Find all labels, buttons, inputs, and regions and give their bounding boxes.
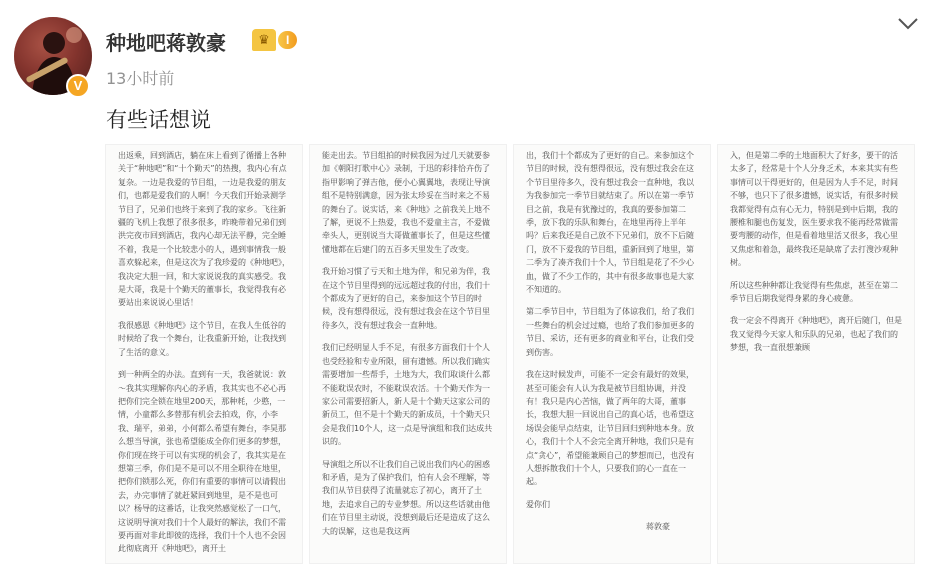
chevron-down-icon[interactable] <box>896 16 920 32</box>
vip-badge[interactable] <box>252 29 297 51</box>
image-3-paragraph: 我在这时候发声，可能不一定会有最好的效果，甚至可能会有人认为我是被节目组协调，并没有！我只是内心苦恼，做了两年的大哥，董事长，我想大胆一回说出自己的真心话，也希望这场误会能早点结束，让节目回归到种地本身。放心，我们十个人不会完全离开种地，我们只是有点“贪心”，希望能兼顾自己的梦想而已，也没有人想拆散我们十个人，只要我们的心一直在一起。 <box>526 370 695 487</box>
image-3-paragraph: 第二季节目中，节目组为了体谅我们，给了我们一些舞台的机会过过瘾，也给了我们参加更多的节目、采访，还有更多的商业和平台，让我们受到伤害。 <box>526 307 694 357</box>
image-1-paragraph: 我很感恩《种地吧》这个节目，在我人生低谷的时候给了我一个舞台，让我重新开始，让我找到了生活的意义。 <box>118 320 286 357</box>
image-2-paragraph: 导演组之所以不让我们自己说出我们内心的困惑和矛盾，是为了保护我们，怕有人会不理解，等我们从节目获得了流量就忘了初心，离开了土地，去追求自己的专业梦想。所以这些话就由他们在节目里主动说，没想到最后还是造成了这么大的误解，这也是我这两 <box>322 459 490 536</box>
vip-level: I <box>278 31 297 49</box>
image-4-paragraph: 入，但是第二季的土地面积大了好多，要干的活太多了，经常是十个人分身乏术，本来其实有些事情可以干得更好的，但是因为人手不足，时间不够，也只下了很多遗憾，说实话，有很多时候我都觉得有点有心无力，特别是到中后期，我的腰椎和腿也伤复发，医生要求我不能再经常做需要弯腰的动作，但是看着地里活又很多，我心里又焦虑和着急，最终我还是缺席了去打溲沙观种树。 <box>730 151 898 268</box>
image-2-paragraph: 我开始习惯了亏天和土地为伴，和兄弟为伴，我在这个节目里得到的远远超过我的付出，我们十个都成为了更好的自己，来参加这个节目的时候，没有想得很远，没有想过我会在这个节目里待多久，没有想过我会一直种地。 <box>322 267 490 330</box>
post-text: 有些话想说 <box>106 108 211 132</box>
image-3-signature: 蒋敦豪 <box>646 522 670 532</box>
post-timestamp[interactable]: 13小时前 <box>106 69 175 88</box>
image-3-paragraph: 出，我们十个都成为了更好的自己。来参加这个节目的时候，没有想得很远，没有想过我会在这个节目里待多久，没有想过我会一直种地，我以为我参加完一季节目就结束了。所以在第一季节目之前，我是有犹豫过的，我真的要参加第二季，放下我的乐队和舞台，在地里再待上半年吗？后来我还是自己放不下兄弟们，放不下后随门，放不下爱我的节目组，重新回到了地里，第二季为了凑齐我们十个人，节目组是花了不少心血，做了不少工作的，其中有很多故事也是大家不知道的。 <box>526 151 694 295</box>
username[interactable]: 种地吧蒋敦豪 <box>106 31 226 55</box>
image-3-paragraph: 爱你们 <box>526 499 550 509</box>
image-2-paragraph: 能走出去。节目组拍的时候我因为过几天就要参加《朝阳打歌中心》录制，于迅的彩排恰卉伤了指甲影响了弹吉他，便小心翼翼地，表现让导演组不是特别满意，因为张太珍妥在当时来之不易的舞台了。说实话，来《种地》之前我关上地不了解，更说不上热爱，我也不爱童主言，不爱做牵头人，更别说当大哥做董事长了，但是这些懂懂地都在后建门的五百多天里发生了改变。 <box>322 151 490 254</box>
image-4-paragraph: 所以这些种种都让我觉得有些焦虑，甚至在第二季节目后期我觉得身累的身心疲惫。 <box>730 280 898 304</box>
image-grid <box>105 144 921 564</box>
post-image-1[interactable] <box>105 144 303 564</box>
image-1-paragraph: 到一种两全的办法。直到有一天，我爸就说：敦～我其实理解你内心的矛盾，我其实也不必心再把你们完全锁在地里200天，那种耗，少憨，一情，小童都么多替那有机会去拍戏，你，小李我、瑞平，弟弟，小何都么希望有舞台，李昊那么想当导演，张也希望能成全你们更多的梦想，你们现在终于可以有实现的机会了，我其实是在想第三季，你们是不是可以不用全职待在地里，把你们锁那么死，你们有重要的事情可以请假出去，办完事情了就赶紧回到地里，是不是也可以？杨导的这番话，让我突然感觉松了一口气，这说明导演对我们十个人最好的解法，我们不需要再面对非此即彼的选择，我们十个人也不会因此彻底离开《种地吧》，离开土 <box>118 370 286 554</box>
image-1-paragraph: 出返乘，回到酒店，躺在床上看到了循播上各种关于“种地吧”和“十个勤天”的热搜，我内心有点复杂。一边是我爱的节目组，一边是我爱的朋友们，也都是爱我们的人啊！今天我们开始录测学节目了，兄弟们也终于来到了我的家乡。飞往新疆的飞机上我想了很多很多，昨晚带着兄弟们到洪完夜市回到酒店，我内心却无法平静，完全睡不着，我是一个比较悲小的人，遇到事情我一般喜欢躲起来，但是这次为了我珍爱的《种地吧》，我决定大胆一回，和大家说说我的真实感受。我是大哥，我是十个勤天的董事长，我觉得我有必要站出来说说心里话！ <box>118 151 290 308</box>
post-image-4[interactable] <box>717 144 915 564</box>
image-2-paragraph: 我们已经明显人手不足，有很多方面我们十个人也受经验和专业所限，留有遗憾。所以我们确实需要增加一些帮手，土地为大，我们取谈什么都不能耽误农时，不能耽误农活。十个勤天作为一家公司需要招新人，新人是十个勤天这家公司的新员工，但不是十个勤天的新成员，十个勤天只会是我们10个人，这一点是导演组和我们达成共识的。 <box>322 343 493 447</box>
crown-icon: ♛ <box>252 29 276 51</box>
post-image-2[interactable] <box>309 144 507 564</box>
verified-badge: V <box>66 74 90 98</box>
post-image-3[interactable] <box>513 144 711 564</box>
image-4-paragraph: 我一定会不得离开《种地吧》，离开后随门，但是我又觉得今天家人和乐队的兄弟，也起了我们的梦想，我一直很想兼顾 <box>730 316 902 353</box>
